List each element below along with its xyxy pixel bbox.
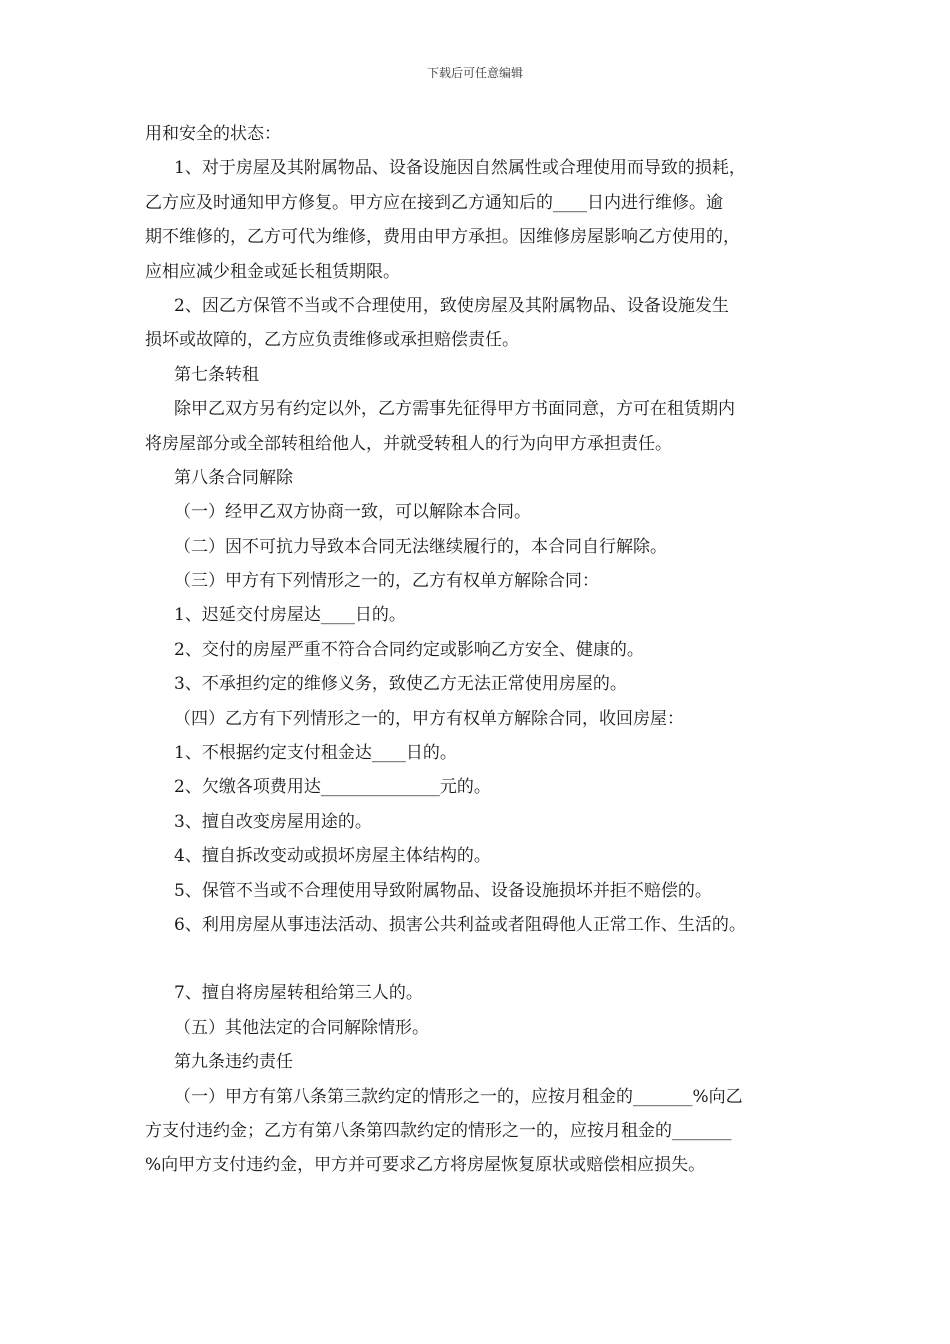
document-body [145,117,825,1183]
list-item: 1、迟延交付房屋达____日的。 [174,605,406,626]
list-item: 2、欠缴各项费用达______________元的。 [174,777,491,798]
paragraph-line: （五）其他法定的合同解除情形。 [174,1017,429,1038]
list-item: 3、擅自改变房屋用途的。 [174,811,372,832]
paragraph-line: 期不维修的，乙方可代为维修，费用由甲方承担。因维修房屋影响乙方使用的， [145,227,740,248]
paragraph-line: （一）经甲乙双方协商一致，可以解除本合同。 [174,502,531,523]
list-item: 6、利用房屋从事违法活动、损害公共利益或者阻碍他人正常工作、生活的。 [174,914,746,935]
paragraph-line: 2、因乙方保管不当或不合理使用，致使房屋及其附属物品、设备设施发生 [174,295,729,316]
paragraph-line: 用和安全的状态： [145,124,281,144]
paragraph-line: %向甲方支付违约金，甲方并可要求乙方将房屋恢复原状或赔偿相应损失。 [145,1155,706,1176]
list-item: 5、保管不当或不合理使用导致附属物品、设备设施损坏并拒不赔偿的。 [174,880,712,901]
list-item: 2、交付的房屋严重不符合合同约定或影响乙方安全、健康的。 [174,639,644,660]
list-item: 7、擅自将房屋转租给第三人的。 [174,983,423,1004]
paragraph-line: 乙方应及时通知甲方修复。甲方应在接到乙方通知后的____日内进行维修。逾 [145,192,723,213]
paragraph-line: （三）甲方有下列情形之一的，乙方有权单方解除合同： [174,571,599,592]
paragraph-line: 除甲乙双方另有约定以外，乙方需事先征得甲方书面同意，方可在租赁期内 [174,399,735,420]
paragraph-line: （一）甲方有第八条第三款约定的情形之一的，应按月租金的_______%向乙 [174,1086,743,1107]
paragraph-line: （二）因不可抗力导致本合同无法继续履行的，本合同自行解除。 [174,536,667,557]
paragraph-line: 方支付违约金；乙方有第八条第四款约定的情形之一的，应按月租金的_______ [145,1120,732,1141]
list-item: 4、擅自拆改变动或损坏房屋主体结构的。 [174,846,491,867]
paragraph-line: 将房屋部分或全部转租给他人，并就受转租人的行为向甲方承担责任。 [145,433,672,454]
paragraph-line: （四）乙方有下列情形之一的，甲方有权单方解除合同，收回房屋： [174,708,684,729]
list-item: 3、不承担约定的维修义务，致使乙方无法正常使用房屋的。 [174,674,627,695]
paragraph-line: 应相应减少租金或延长租赁期限。 [145,261,400,282]
page-header: 下载后可任意编辑 [426,66,523,80]
list-item: 1、不根据约定支付租金达____日的。 [174,743,457,764]
section-heading: 第九条违约责任 [174,1052,293,1073]
section-heading: 第七条转租 [174,364,259,385]
paragraph-line: 1、对于房屋及其附属物品、设备设施因自然属性或合理使用而导致的损耗， [174,158,746,179]
paragraph-line: 损坏或故障的，乙方应负责维修或承担赔偿责任。 [145,330,519,351]
section-heading: 第八条合同解除 [174,467,293,488]
blank-gap [145,942,825,976]
